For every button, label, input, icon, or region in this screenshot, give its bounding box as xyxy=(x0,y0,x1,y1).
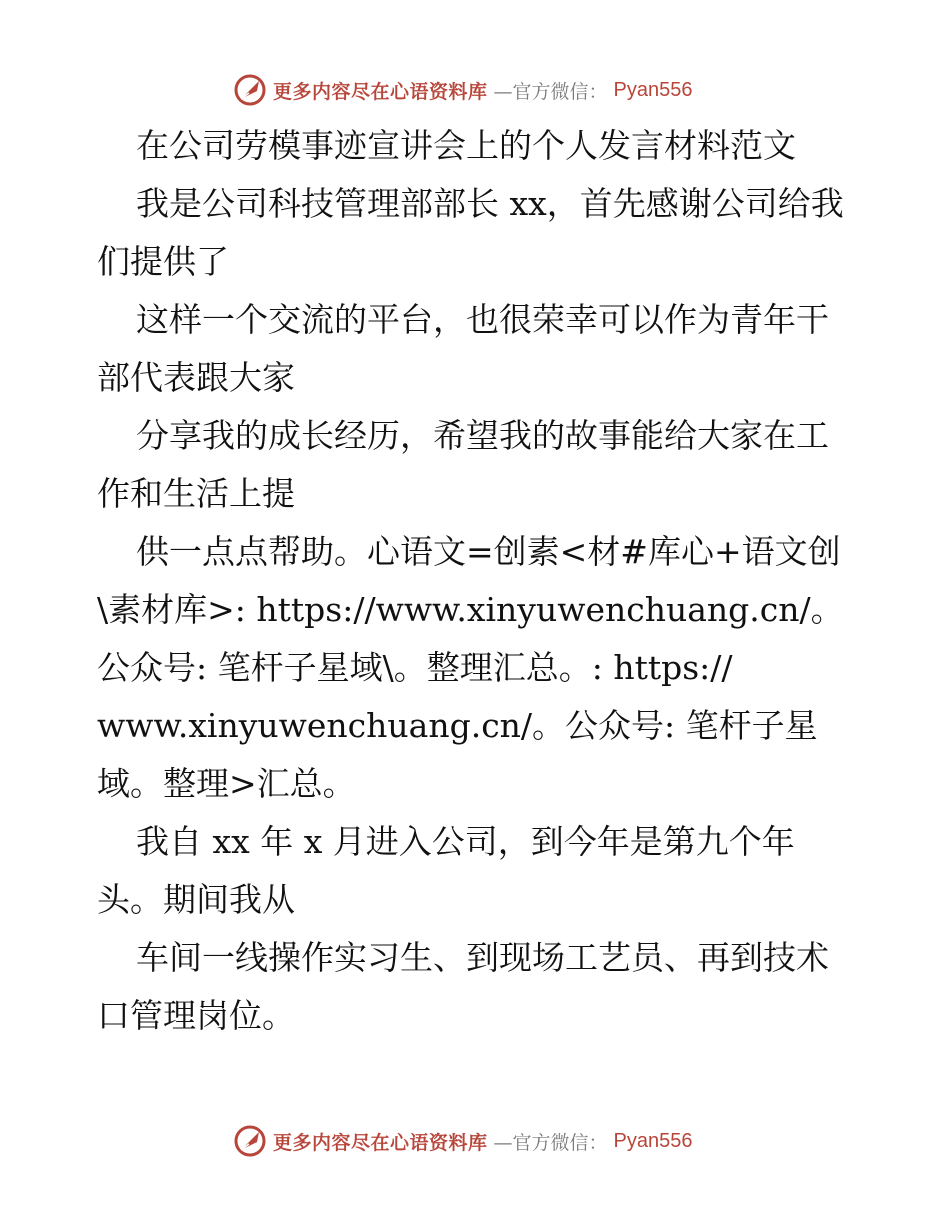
paragraph: 这样一个交流的平台，也很荣幸可以作为青年干部代表跟大家 xyxy=(97,300,829,397)
quill-logo-icon xyxy=(233,73,267,107)
banner-wechat-id: Pyan556 xyxy=(613,78,693,101)
header-banner xyxy=(233,70,753,110)
paragraph: 分享我的成长经历，希望我的故事能给大家在工作和生活上提 xyxy=(97,416,829,513)
paragraph: 车间一线操作实习生、到现场工艺员、再到技术口管理岗位。 xyxy=(97,938,829,1035)
document-title: 在公司劳模事迹宣讲会上的个人发言材料范文 xyxy=(136,126,796,165)
banner-wechat-id: Pyan556 xyxy=(613,1129,693,1152)
banner-title: 更多内容尽在心语资料库 xyxy=(273,80,488,103)
quill-logo-icon xyxy=(233,1124,267,1158)
document-body xyxy=(97,117,857,1045)
paragraph: 我是公司科技管理部部长 xx，首先感谢公司给我们提供了 xyxy=(97,184,844,281)
banner-wechat-label: —官方微信： xyxy=(493,80,608,103)
footer-banner xyxy=(233,1121,753,1161)
paragraph: 供一点点帮助。心语文=创素<材#库心+语文创\素材库>: https://www.xinyuwenchuang.cn/。公众号: 笔杆子星域\。整理汇总。: https:// www.xinyuwenchuang.cn/。公众号: 笔杆子星域。整理>汇总。 xyxy=(97,532,844,803)
banner-title: 更多内容尽在心语资料库 xyxy=(273,1131,488,1154)
paragraph: 我自 xx 年 x 月进入公司，到今年是第九个年头。期间我从 xyxy=(97,822,795,919)
banner-wechat-label: —官方微信： xyxy=(493,1131,608,1154)
